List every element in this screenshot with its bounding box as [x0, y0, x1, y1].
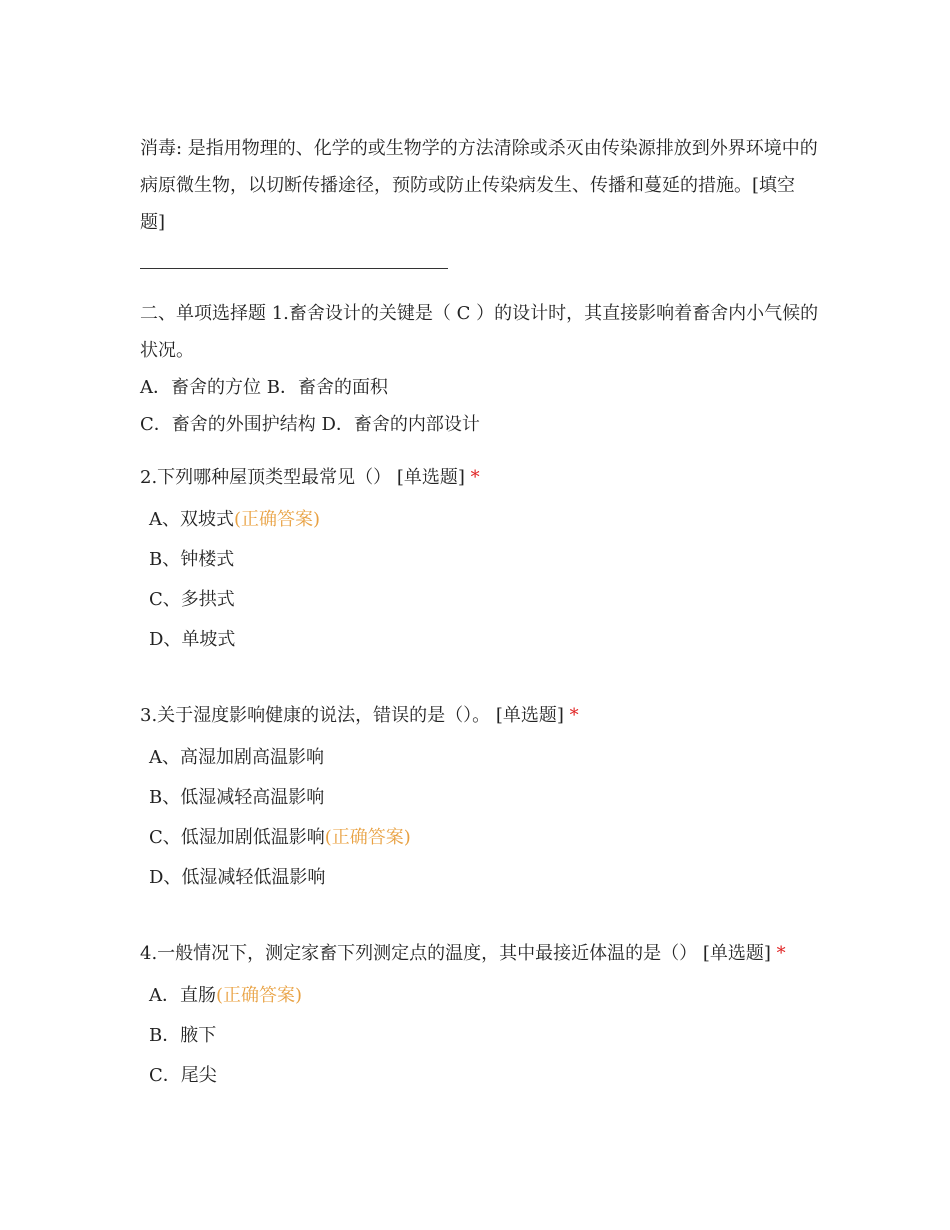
option-item[interactable]: B、钟楼式	[149, 549, 235, 570]
option-list	[140, 505, 820, 665]
question-title: 4.一般情况下，测定家畜下列测定点的温度，其中最接近体温的是（） [单选题] *	[140, 943, 786, 964]
fill-question-text: 消毒: 是指用物理的、化学的或生物学的方法清除或杀灭由传染源排放到外界环境中的病原微生物，以切断传播途径，预防或防止传染病发生、传播和蔓延的措施。[填空题]	[140, 138, 818, 233]
document-page	[140, 130, 820, 1101]
correct-answer-note: (正确答案)	[216, 985, 303, 1006]
question-title: 2.下列哪种屋顶类型最常见（） [单选题] *	[140, 467, 480, 488]
question-3	[140, 701, 820, 903]
option-item[interactable]: A、高湿加剧高温影响	[149, 747, 324, 768]
correct-answer-note: (正确答案)	[234, 509, 321, 530]
section2-options-line1: A．畜舍的方位 B．畜舍的面积	[140, 377, 388, 398]
required-mark: *	[569, 705, 579, 726]
section2-intro: 二、单项选择题 1.畜舍设计的关键是（ C ）的设计时，其直接影响着畜舍内小气候的状况。	[140, 303, 819, 361]
question-2	[140, 463, 820, 665]
option-item[interactable]: C、低湿加剧低温影响(正确答案)	[149, 827, 411, 848]
required-mark: *	[470, 467, 480, 488]
option-item[interactable]: B．腋下	[149, 1025, 217, 1046]
option-item[interactable]: C、多拱式	[149, 589, 235, 610]
option-item[interactable]: A．直肠(正确答案)	[149, 985, 303, 1006]
option-item[interactable]: D、单坡式	[149, 629, 236, 650]
answer-blank-line[interactable]	[140, 268, 448, 269]
section2-options-line2: C．畜舍的外围护结构 D．畜舍的内部设计	[140, 414, 480, 435]
option-item[interactable]: C．尾尖	[149, 1065, 217, 1086]
option-item[interactable]: D、低湿减轻低温影响	[149, 867, 326, 888]
question-title: 3.关于湿度影响健康的说法，错误的是（）。 [单选题] *	[140, 705, 579, 726]
option-list	[140, 981, 820, 1101]
required-mark: *	[776, 943, 786, 964]
option-list	[140, 743, 820, 903]
question-4	[140, 939, 820, 1101]
correct-answer-note: (正确答案)	[324, 827, 411, 848]
option-item[interactable]: B、低湿减轻高温影响	[149, 787, 325, 808]
option-item[interactable]: A、双坡式(正确答案)	[149, 509, 321, 530]
